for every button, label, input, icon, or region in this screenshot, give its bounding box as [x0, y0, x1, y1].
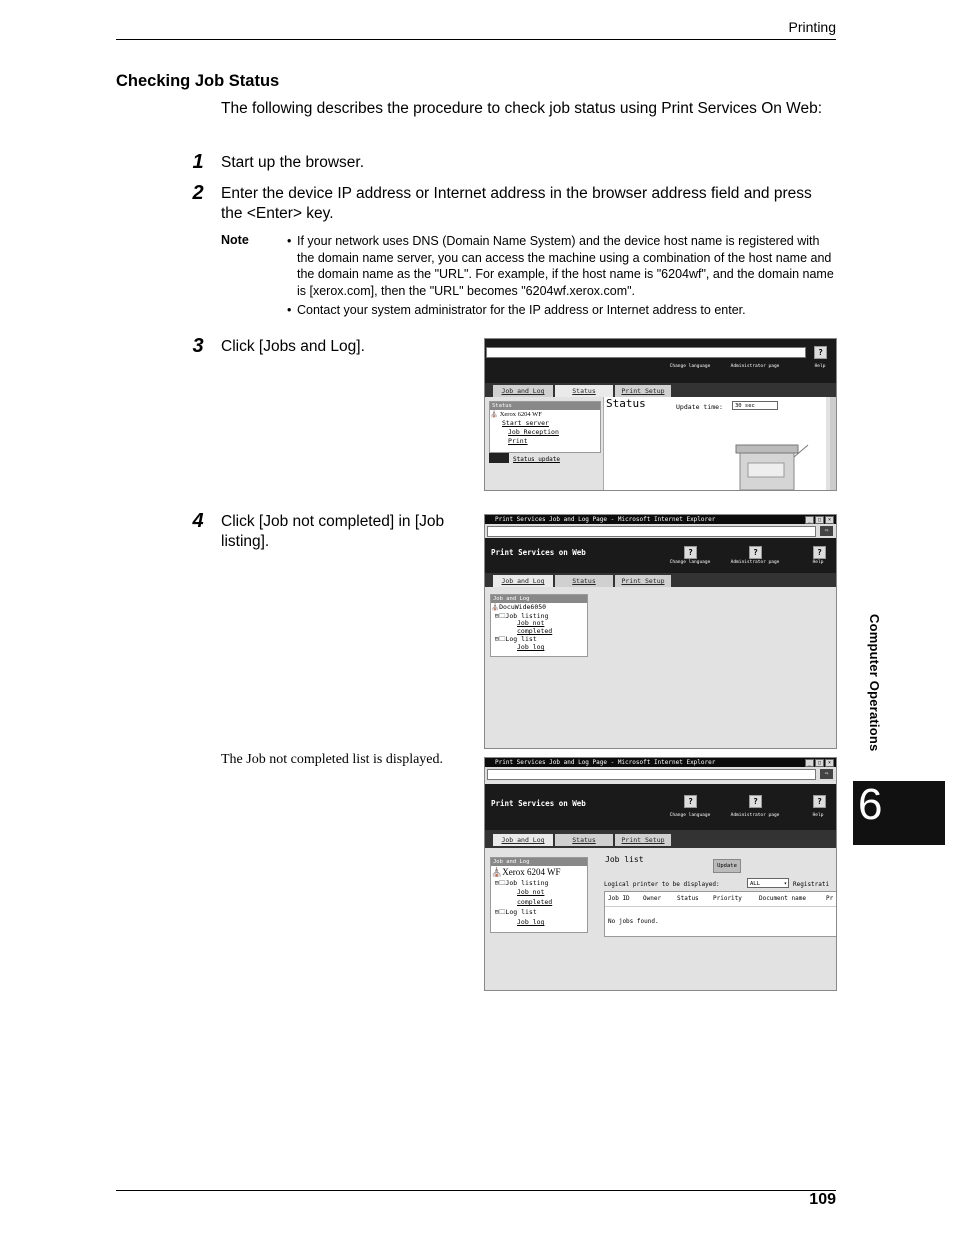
change-language-icon: ?	[684, 546, 697, 559]
select-value: ALL	[750, 881, 760, 887]
tab-status: Status	[555, 575, 613, 587]
registration-label: Registrati	[793, 881, 830, 888]
tab-status: Status	[555, 834, 613, 846]
tree-label: Log list	[505, 635, 537, 643]
step-text: Enter the device IP address or Internet address in the browser address field and press the <Enter> key.	[221, 185, 812, 222]
screenshot-job-list	[484, 757, 837, 991]
job-log-tree	[490, 857, 588, 933]
tree-label: Job listing	[505, 612, 549, 620]
address-field	[487, 526, 816, 537]
refresh-icon	[489, 453, 509, 463]
job-log-tree	[490, 594, 588, 657]
tab-status: Status	[555, 385, 613, 397]
address-field	[487, 769, 816, 780]
panel-title: Job list	[605, 855, 644, 864]
printer-illustration	[734, 437, 814, 490]
address-bar	[485, 524, 836, 538]
tab-job-and-log: Job and Log	[493, 834, 553, 846]
tree-header: Job and Log	[491, 595, 587, 603]
go-button: ⇨	[820, 769, 833, 779]
close-icon: ×	[825, 759, 834, 767]
column-header: Priority	[713, 895, 742, 902]
tab-print-setup: Print Setup	[615, 385, 671, 397]
banner	[485, 339, 836, 383]
screenshot-job-and-log	[484, 514, 837, 749]
go-button: ⇨	[820, 526, 833, 536]
update-time-label: Update time:	[676, 403, 723, 411]
tree-item: Print	[508, 437, 528, 445]
update-button: Update	[713, 859, 741, 873]
tree-label: Xerox 6204 WF	[499, 411, 542, 418]
banner	[485, 784, 836, 830]
icon-label: Administrator page	[730, 364, 780, 369]
chapter-tab	[853, 781, 945, 845]
note-item	[287, 233, 835, 301]
note-text: If your network uses DNS (Domain Name System) and the device host name is registered with the domain name server, you can access the machine using a combination of the host name and the domain name as the "URL". For example, if the host name is "6204wf", and the domain name is [xerox.com], then the "URL" becomes "6204wf.xerox.com".	[297, 234, 834, 298]
window-title: Print Services Job and Log Page - Microsoft Internet Explorer	[495, 516, 716, 523]
tree-item: Job log	[517, 918, 545, 926]
side-section-label: Computer Operations	[867, 614, 882, 752]
maximize-icon: □	[815, 516, 824, 524]
window-titlebar	[485, 515, 836, 524]
step-number: 2	[192, 182, 204, 204]
tree-item: ⊟🗀Log list	[495, 908, 537, 916]
printer-select	[747, 878, 789, 888]
step-number: 3	[192, 335, 204, 357]
empty-message: No jobs found.	[608, 918, 659, 925]
chevron-down-icon: ▾	[783, 881, 787, 887]
tree-item-job-not-completed: Job not	[517, 619, 545, 627]
icon-label: Administrator page	[730, 560, 780, 565]
help-icon: ?	[813, 546, 826, 559]
section-heading: Checking Job Status	[116, 72, 280, 90]
minimize-icon: _	[805, 759, 814, 767]
caption: The Job not completed list is displayed.	[221, 752, 444, 767]
job-table	[604, 891, 837, 937]
tree-item: ⛪ Xerox 6204 WF	[490, 411, 542, 418]
status-panel	[603, 397, 826, 490]
administrator-page-icon: ?	[749, 795, 762, 808]
window-title: Print Services Job and Log Page - Microsoft Internet Explorer	[495, 759, 716, 766]
tree-item: Job log	[517, 643, 545, 651]
tree-item-job-not-completed: Job not	[517, 888, 545, 896]
column-header: Owner	[643, 895, 662, 902]
page-number: 109	[809, 1191, 836, 1208]
close-icon: ×	[825, 516, 834, 524]
tree-header: Job and Log	[491, 858, 587, 866]
column-header: Status	[677, 895, 699, 902]
step-text: Click [Jobs and Log].	[221, 338, 365, 355]
change-language-icon: ?	[684, 795, 697, 808]
tab-bar	[485, 383, 836, 397]
panel-title: Status	[606, 397, 646, 410]
tree-item: ⊟🗀Log list	[495, 635, 537, 643]
tab-bar	[485, 830, 836, 848]
chapter-number: 6	[858, 780, 883, 829]
note-text: Contact your system administrator for the IP address or Internet address to enter.	[297, 303, 746, 317]
footer-rule	[116, 1190, 836, 1191]
tab-bar	[485, 573, 836, 587]
step-text: Start up the browser.	[221, 154, 365, 171]
column-header: Document name	[759, 895, 806, 902]
step-number: 1	[192, 151, 204, 173]
icon-label: Administrator page	[730, 813, 780, 818]
status-tree	[489, 401, 601, 453]
bullet: •	[287, 303, 292, 317]
tree-item-job-not-completed: completed	[517, 627, 553, 635]
note-item	[287, 302, 835, 320]
window-titlebar	[485, 758, 836, 767]
intro-paragraph: The following describes the procedure to check job status using Print Services On Web:	[221, 100, 823, 117]
tree-item: ⊟🗀Job listing	[495, 612, 549, 620]
maximize-icon: □	[815, 759, 824, 767]
tree-label: DocuWide6050	[499, 603, 547, 611]
tree-header: Status	[490, 402, 600, 410]
tree-item: ⛪Xerox 6204 WF	[491, 867, 561, 877]
tree-label: Log list	[505, 908, 537, 916]
note-label: Note	[221, 233, 249, 247]
icon-label: Help	[812, 813, 824, 818]
column-header: Job ID	[608, 895, 630, 902]
address-bar	[485, 345, 830, 359]
screenshot-status-page	[484, 338, 837, 491]
tab-job-and-log: Job and Log	[493, 385, 553, 397]
tree-item: ⛪DocuWide6050	[491, 603, 547, 611]
scrollbar	[830, 397, 836, 490]
icon-label: Change language	[669, 364, 711, 369]
tab-job-and-log: Job and Log	[493, 575, 553, 587]
brand-title: Print Services on Web	[491, 548, 586, 557]
tab-print-setup: Print Setup	[615, 834, 671, 846]
tree-label: Job listing	[505, 879, 549, 887]
tree-item: Start server	[502, 419, 549, 427]
address-bar	[485, 767, 836, 781]
administrator-page-icon: ?	[749, 546, 762, 559]
header-rule	[116, 39, 836, 40]
icon-label: Change language	[669, 813, 711, 818]
running-header: Printing	[788, 19, 836, 35]
status-update-link: Status update	[513, 456, 560, 463]
icon-label: Help	[812, 560, 824, 565]
tree-item: Job Reception	[508, 428, 559, 436]
step-number: 4	[192, 510, 204, 532]
tree-item-job-not-completed: completed	[517, 898, 553, 906]
minimize-icon: _	[805, 516, 814, 524]
help-icon: ?	[814, 346, 827, 359]
tree-item: ⊟🗀Job listing	[495, 879, 549, 887]
brand-title: Print Services on Web	[491, 799, 586, 808]
select-value: 30 sec	[735, 403, 755, 409]
icon-label: Change language	[669, 560, 711, 565]
tree-label: Xerox 6204 WF	[502, 867, 561, 877]
printer-label: Logical printer to be displayed:	[604, 881, 720, 888]
column-header: Pr	[826, 895, 834, 902]
update-time-select	[732, 401, 778, 410]
bullet: •	[287, 234, 292, 248]
tab-print-setup: Print Setup	[615, 575, 671, 587]
address-field	[486, 347, 806, 358]
help-icon: ?	[813, 795, 826, 808]
step-text: Click [Job not completed] in [Job listing].	[221, 513, 445, 550]
icon-label: Help	[814, 364, 826, 369]
job-table-header	[605, 892, 837, 907]
